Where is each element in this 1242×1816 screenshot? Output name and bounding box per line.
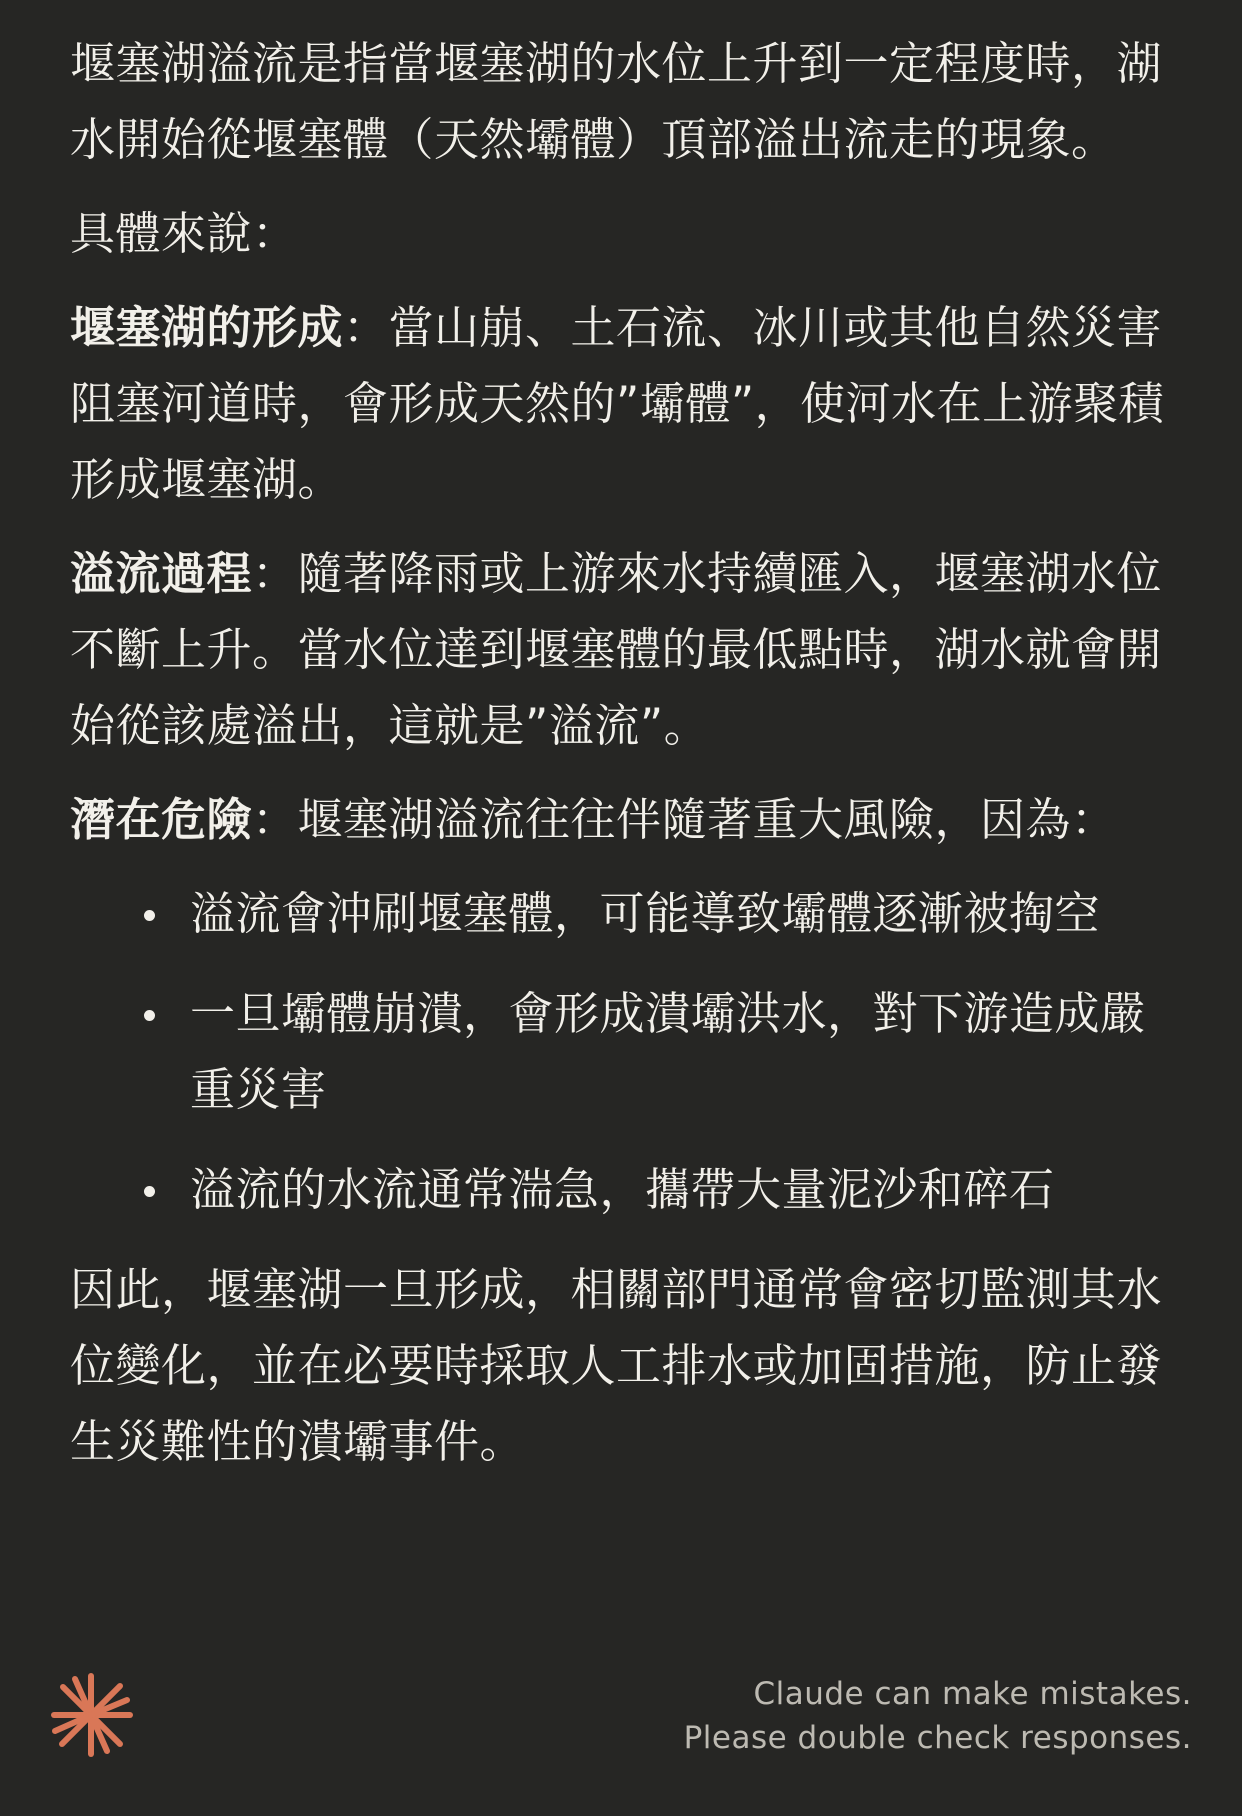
bullet-dot-icon (144, 1010, 155, 1021)
section-text: ：當山崩、土石流、冰川或其他自然災害阻塞河道時，會形成天然的”壩體”，使河水在上游聚積形成堰塞湖。 (70, 301, 1165, 506)
section-potential-danger (70, 782, 1190, 858)
section-formation (70, 290, 1190, 518)
disclaimer-line-2: Please double check responses. (683, 1720, 1192, 1756)
claude-spark-icon (46, 1670, 136, 1760)
bullet-dot-icon (144, 1186, 155, 1197)
disclaimer-line-1: Claude can make mistakes. (753, 1676, 1192, 1712)
assistant-message (70, 26, 1190, 1480)
list-item-text: 一旦壩體崩潰，會形成潰壩洪水，對下游造成嚴重災害 (190, 987, 1146, 1116)
intro-paragraph: 堰塞湖溢流是指當堰塞湖的水位上升到一定程度時，湖水開始從堰塞體（天然壩體）頂部溢出流走的現象。 (70, 37, 1163, 166)
section-keyword: 潛在危險 (70, 793, 253, 846)
conclusion-paragraph: 因此，堰塞湖一旦形成，相關部門通常會密切監測其水位變化，並在必要時採取人工排水或加固措施，防止發生災難性的潰壩事件。 (70, 1263, 1163, 1468)
list-item (70, 876, 1190, 952)
lead-paragraph: 具體來說： (70, 207, 298, 260)
section-overflow-process (70, 536, 1190, 764)
bullet-dot-icon (144, 910, 155, 921)
danger-list (70, 876, 1190, 1228)
response-footer (0, 1660, 1242, 1780)
section-keyword: 溢流過程 (70, 547, 253, 600)
section-keyword: 堰塞湖的形成 (70, 301, 344, 354)
list-item-text: 溢流會沖刷堰塞體，可能導致壩體逐漸被掏空 (190, 887, 1101, 940)
section-text: ：隨著降雨或上游來水持續匯入，堰塞湖水位不斷上升。當水位達到堰塞體的最低點時，湖水就會開始從該處溢出，這就是”溢流”。 (70, 547, 1163, 752)
disclaimer-text (684, 1672, 1192, 1760)
list-item (70, 976, 1190, 1128)
section-text: ：堰塞湖溢流往往伴隨著重大風險，因為： (252, 793, 1117, 846)
list-item (70, 1152, 1190, 1228)
list-item-text: 溢流的水流通常湍急，攜帶大量泥沙和碎石 (190, 1163, 1055, 1216)
